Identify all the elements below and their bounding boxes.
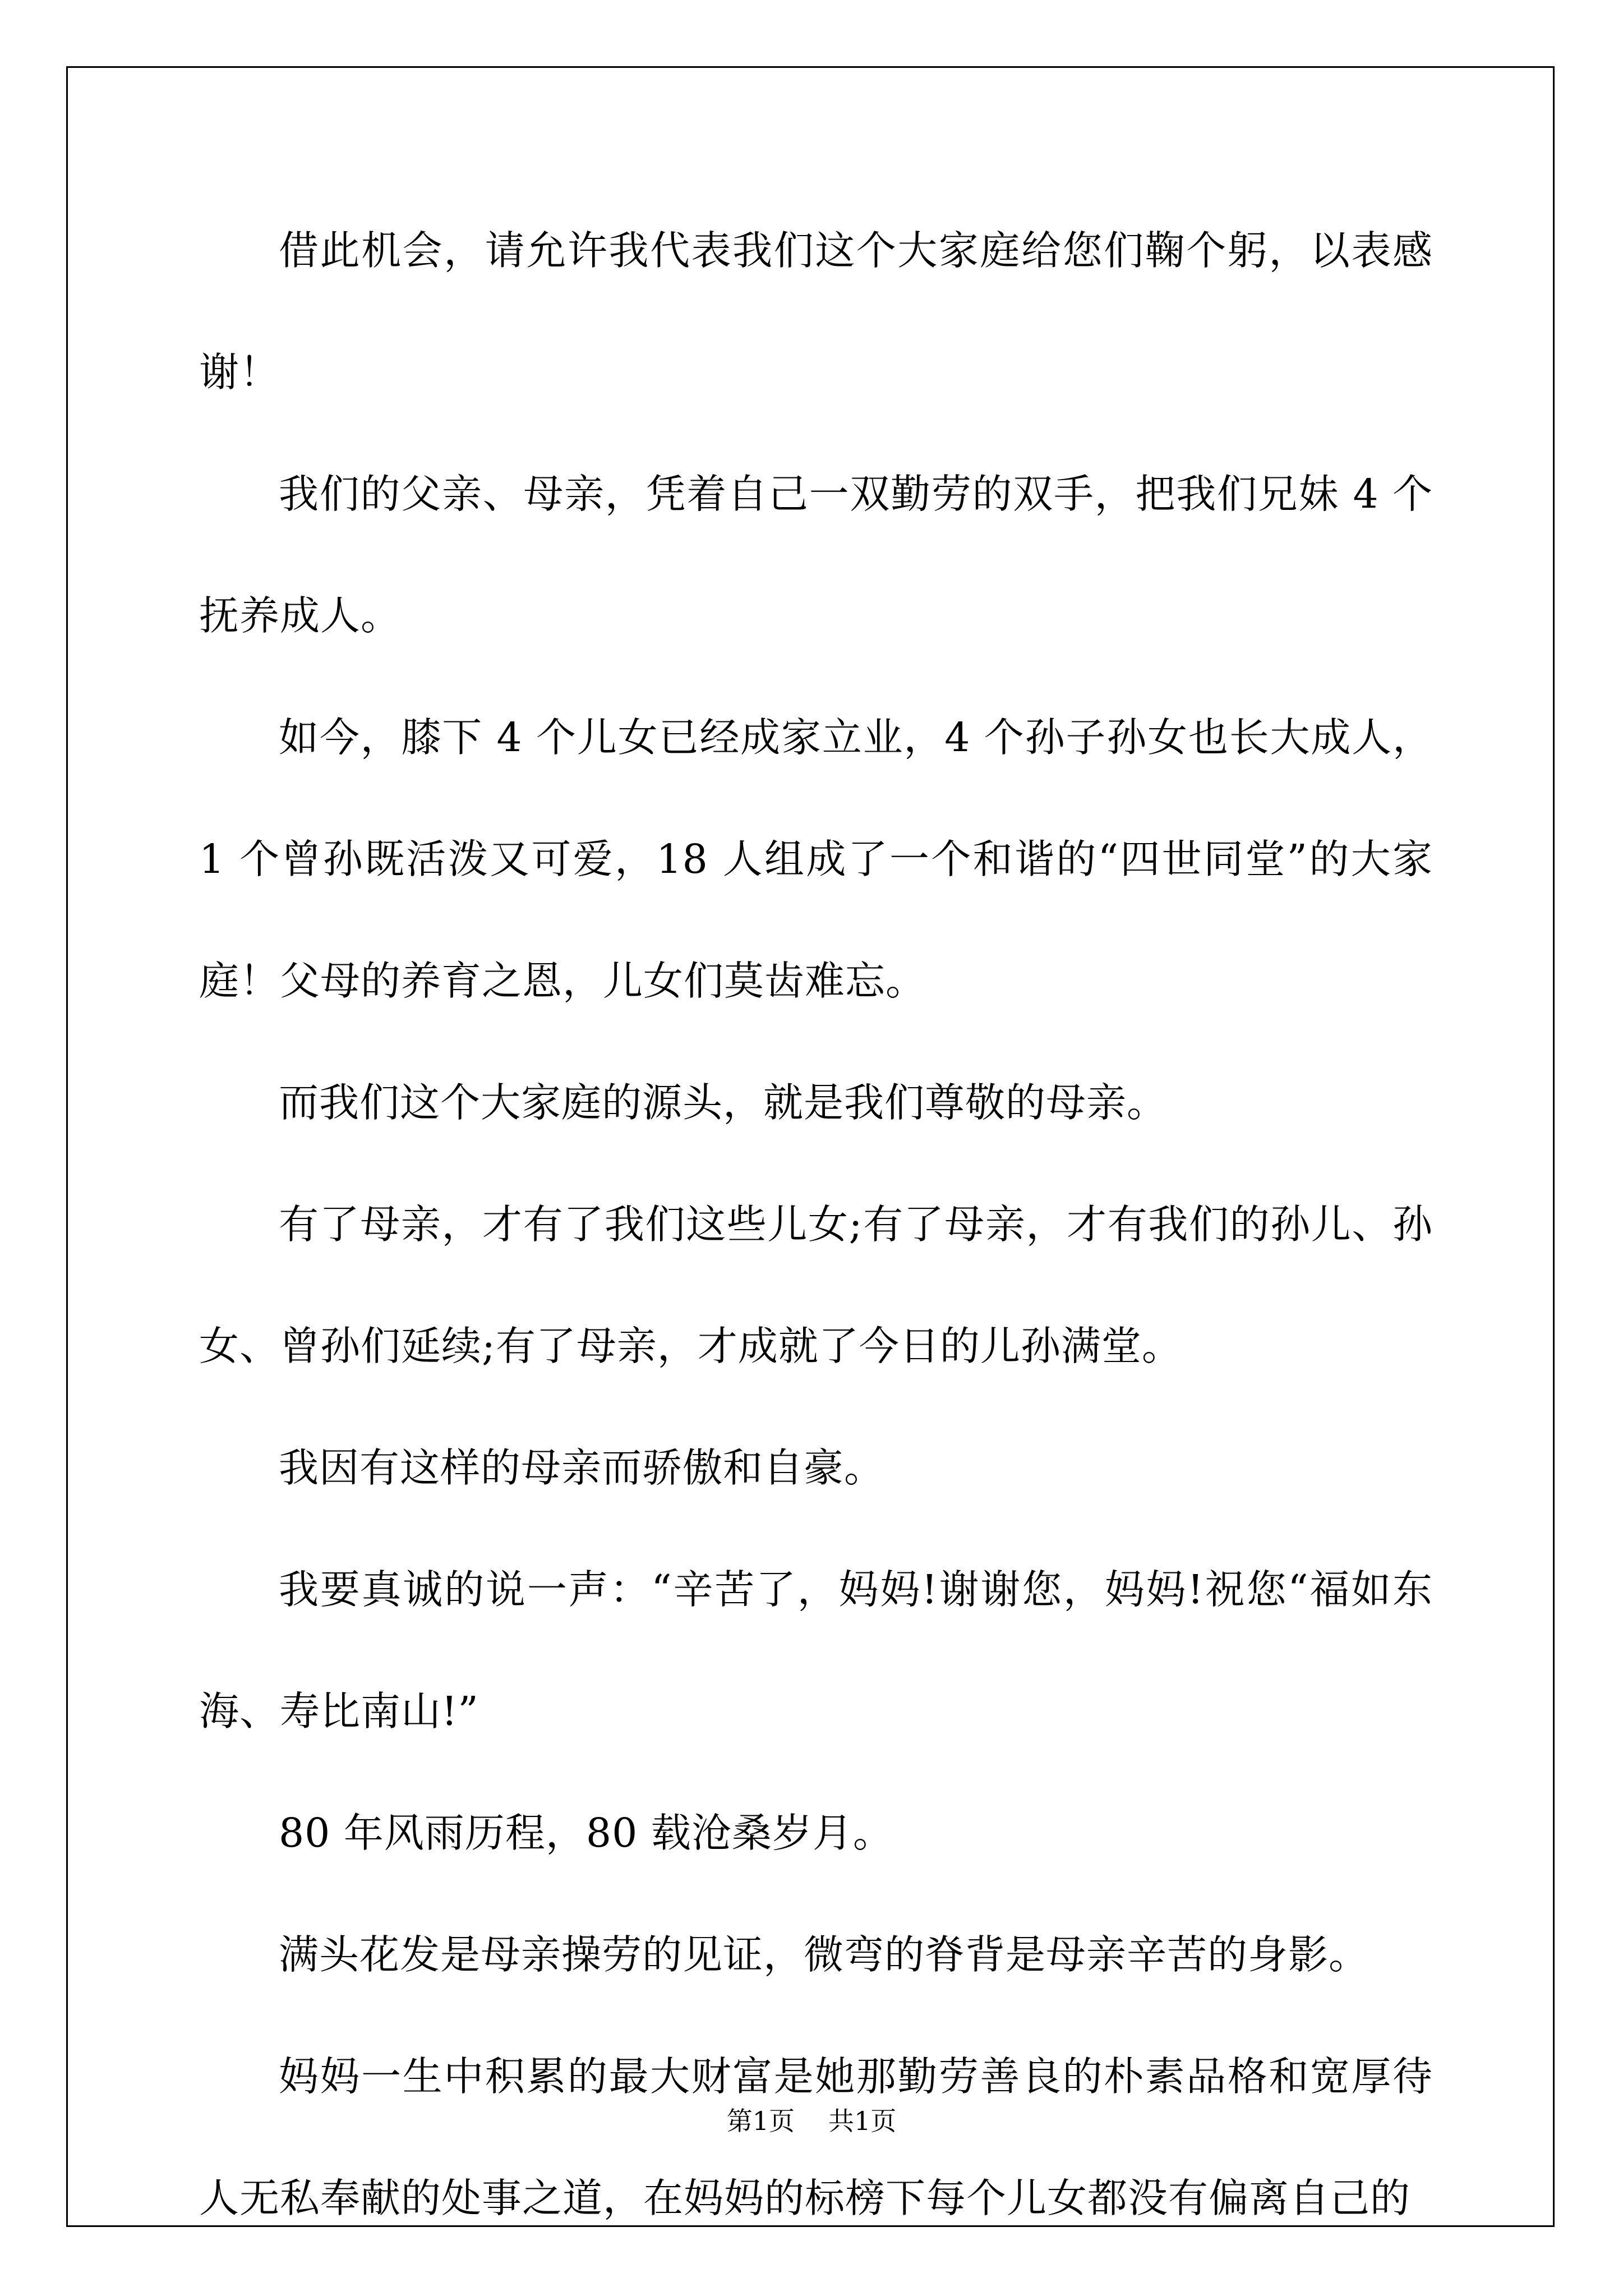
paragraph-2: 我们的父亲、母亲，凭着自己一双勤劳的双手，把我们兄妹 4 个抚养成人。 <box>199 471 1433 639</box>
page-number: 第1页 <box>726 2106 795 2136</box>
document-body <box>199 190 1433 2259</box>
paragraph-1: 借此机会，请允许我代表我们这个大家庭给您们鞠个躬，以表感谢！ <box>199 227 1433 395</box>
paragraph-9: 满头花发是母亲操劳的见证，微弯的脊背是母亲辛苦的身影。 <box>279 1931 1370 1978</box>
paragraph-6: 我因有这样的母亲而骄傲和自豪。 <box>279 1444 885 1491</box>
paragraph-5: 有了母亲，才有了我们这些儿女;有了母亲，才有我们的孙儿、孙女、曾孙们延续;有了母亲，才成就了今日的儿孙满堂。 <box>199 1201 1433 1369</box>
paragraph-4: 而我们这个大家庭的源头，就是我们尊敬的母亲。 <box>279 1079 1168 1126</box>
paragraph-3: 如今，膝下 4 个儿女已经成家立业，4 个孙子孙女也长大成人，1 个曾孙既活泼又可爱，18 人组成了一个和谐的“四世同堂”的大家庭！父母的养育之恩，儿女们莫齿难忘。 <box>199 714 1433 1004</box>
paragraph-10: 妈妈一生中积累的最大财富是她那勤劳善良的朴素品格和宽厚待人无私奉献的处事之道，在妈妈的标榜下每个儿女都没有偏离自己的 <box>199 2053 1433 2221</box>
paragraph-7: 我要真诚的说一声：“辛苦了，妈妈!谢谢您，妈妈!祝您“福如东海、寿比南山!” <box>199 1566 1433 1734</box>
page-total: 共1页 <box>828 2106 897 2136</box>
page-footer <box>0 2101 1623 2138</box>
paragraph-8: 80 年风雨历程，80 载沧桑岁月。 <box>279 1810 893 1856</box>
